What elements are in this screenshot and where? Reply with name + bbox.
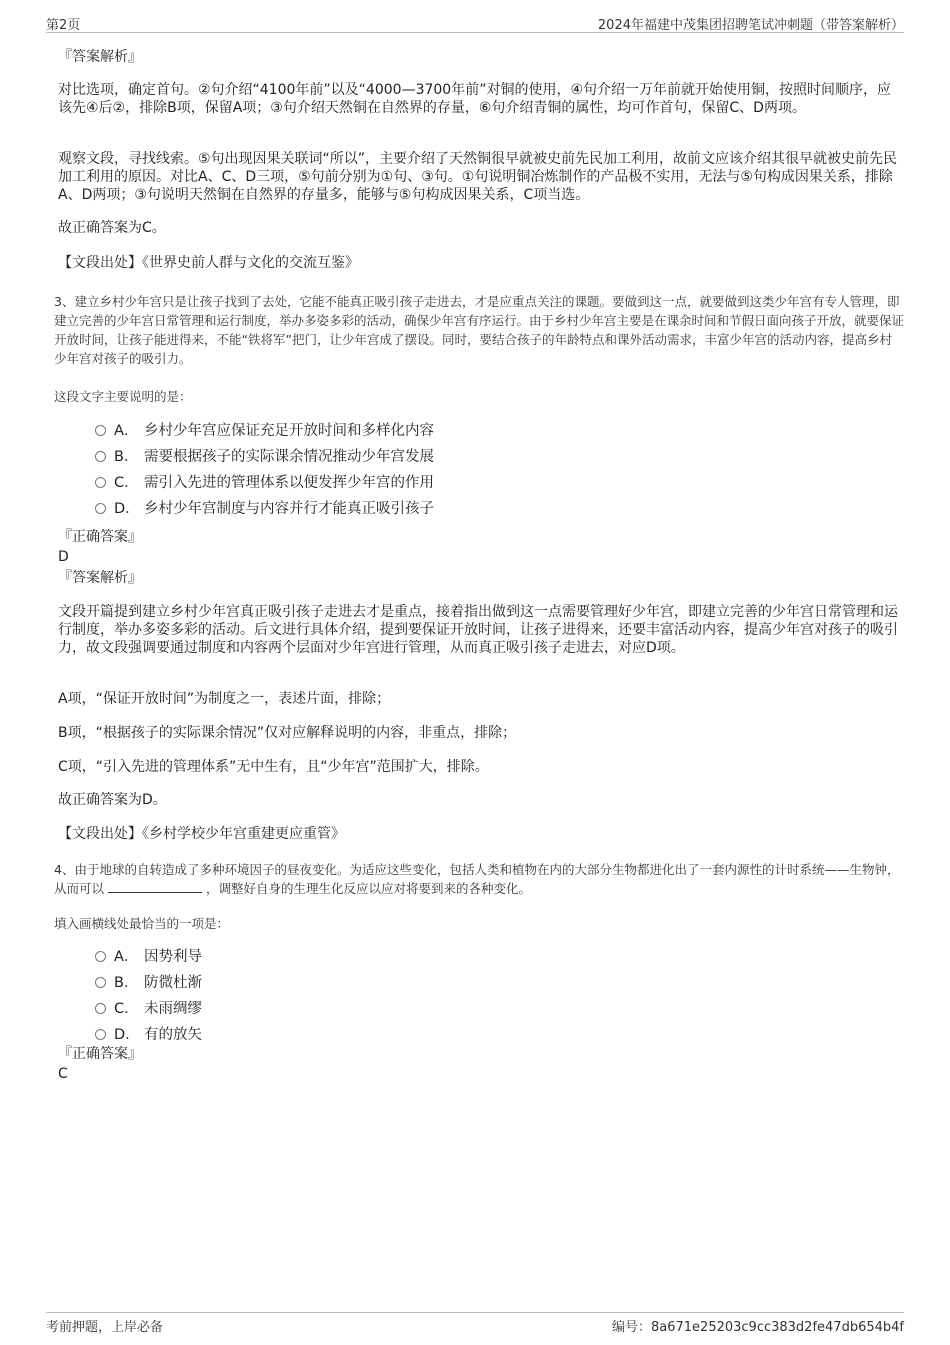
q4-option-d[interactable]: D． 有的放矢 [95, 1025, 202, 1045]
q3-option-d[interactable]: D． 乡村少年宫制度与内容并行才能真正吸引孩子 [95, 499, 434, 519]
page-number: 第2页 [46, 18, 81, 33]
radio-icon[interactable] [95, 477, 106, 488]
q2-analysis-paragraph-2: 观察文段，寻找线索。⑤句出现因果关联词“所以”，主要介绍了天然铜很早就被史前先民加工利用，故前文应该介绍其很早就被史前先民加工利用的原因。对比A、C、D三项，⑤句前分别为①句、③句。①句说明铜冶炼制作的产品极不实用，无法与⑤句构成因果关系，排除A、D两项；③句说明天然铜在自然界的存量多，能够与⑤句构成因果关系，C项当选。 [58, 151, 898, 203]
q4-stem: 4、由于地球的自转造成了多种环境因子的昼夜变化。为适应这些变化，包括人类和植物在内的大部分生物都进化出了一套内源性的计时系统——生物钟，从而可以 ，调整好自身的生理生化反应以应对将要到来的各种变化。 [54, 862, 900, 896]
q3-prompt: 这段文字主要说明的是： [54, 389, 192, 404]
radio-icon[interactable] [95, 451, 106, 462]
q4-answer-label: 『正确答案』 [58, 1046, 142, 1062]
q3-option-a[interactable]: A． 乡村少年宫应保证充足开放时间和多样化内容 [95, 421, 434, 441]
q3-analysis-option-c: C项，“引入先进的管理体系”无中生有，且“少年宫”范围扩大，排除。 [58, 759, 489, 775]
q4-option-c[interactable]: C． 未雨绸缪 [95, 999, 202, 1019]
q2-analysis-paragraph-1: 对比选项，确定首句。②句介绍“4100年前”以及“4000—3700年前”对铜的使用，④句介绍一万年前就开始使用铜，按照时间顺序，应该先④后②，排除B项，保留A项；③句介绍天然铜在自然界的存量，⑥句介绍青铜的属性，均可作首句，保留C、D两项。 [58, 82, 891, 116]
page-footer [46, 1312, 904, 1337]
footer-slogan: 考前押题，上岸必备 [46, 1320, 164, 1335]
radio-icon[interactable] [95, 951, 106, 962]
q3-analysis-option-a: A项，“保证开放时间”为制度之一，表述片面，排除； [58, 691, 391, 707]
q2-source: 【文段出处】《世界史前人群与文化的交流互鉴》 [58, 255, 359, 271]
q3-analysis-label: 『答案解析』 [58, 570, 142, 586]
radio-icon[interactable] [95, 425, 106, 436]
radio-icon[interactable] [95, 977, 106, 988]
q4-option-b[interactable]: B． 防微杜渐 [95, 973, 202, 993]
q4-option-a[interactable]: A． 因势利导 [95, 947, 202, 967]
q3-source: 【文段出处】《乡村学校少年宫重建更应重管》 [58, 826, 345, 842]
q2-analysis-conclusion: 故正确答案为C。 [58, 220, 166, 236]
document-title: 2024年福建中茂集团招聘笔试冲刺题（带答案解析） [597, 18, 904, 33]
q3-option-b[interactable]: B． 需要根据孩子的实际课余情况推动少年宫发展 [95, 447, 434, 467]
q3-answer-label: 『正确答案』 [58, 529, 142, 545]
q3-analysis-option-b: B项，“根据孩子的实际课余情况”仅对应解释说明的内容，非重点，排除； [58, 725, 517, 741]
radio-icon[interactable] [95, 503, 106, 514]
q3-analysis-conclusion: 故正确答案为D。 [58, 792, 167, 808]
q3-stem: 3、建立乡村少年宫只是让孩子找到了去处，它能不能真正吸引孩子走进去，才是应重点关注的课题。要做到这一点，就要做到这类少年宫有专人管理，即建立完善的少年宫日常管理和运行制度，举办多姿多彩的活动，确保少年宫有序运行。由于乡村少年宫主要是在课余时间和节假日面向孩子开放，就要保证开放时间，让孩子能进得来，不能“铁将军”把门，让少年宫成了摆设。同时，要结合孩子的年龄特点和课外活动需求，丰富少年宫的活动内容，提高乡村少年宫对孩子的吸引力。 [54, 294, 905, 366]
radio-icon[interactable] [95, 1029, 106, 1040]
q3-analysis-paragraph-1: 文段开篇提到建立乡村少年宫真正吸引孩子走进去才是重点，接着指出做到这一点需要管理好少年宫，即建立完善的少年宫日常管理和运行制度，举办多姿多彩的活动。后文进行具体介绍，提到要保证开放时间，让孩子进得来，还要丰富活动内容，提高少年宫对孩子的吸引力，故文段强调要通过制度和内容两个层面对少年宫进行管理，从而真正吸引孩子走进去，对应D项。 [58, 604, 898, 656]
page-header [46, 12, 904, 33]
q4-answer: C [58, 1066, 68, 1082]
q3-answer: D [58, 549, 69, 565]
q4-prompt: 填入画横线处最恰当的一项是： [54, 916, 230, 931]
document-id: 编号：8a671e25203c9cc383d2fe47db654b4f [612, 1320, 904, 1335]
radio-icon[interactable] [95, 1003, 106, 1014]
q2-analysis-label: 『答案解析』 [58, 49, 142, 65]
fill-in-blank [108, 880, 202, 893]
q3-option-c[interactable]: C． 需引入先进的管理体系以便发挥少年宫的作用 [95, 473, 434, 493]
